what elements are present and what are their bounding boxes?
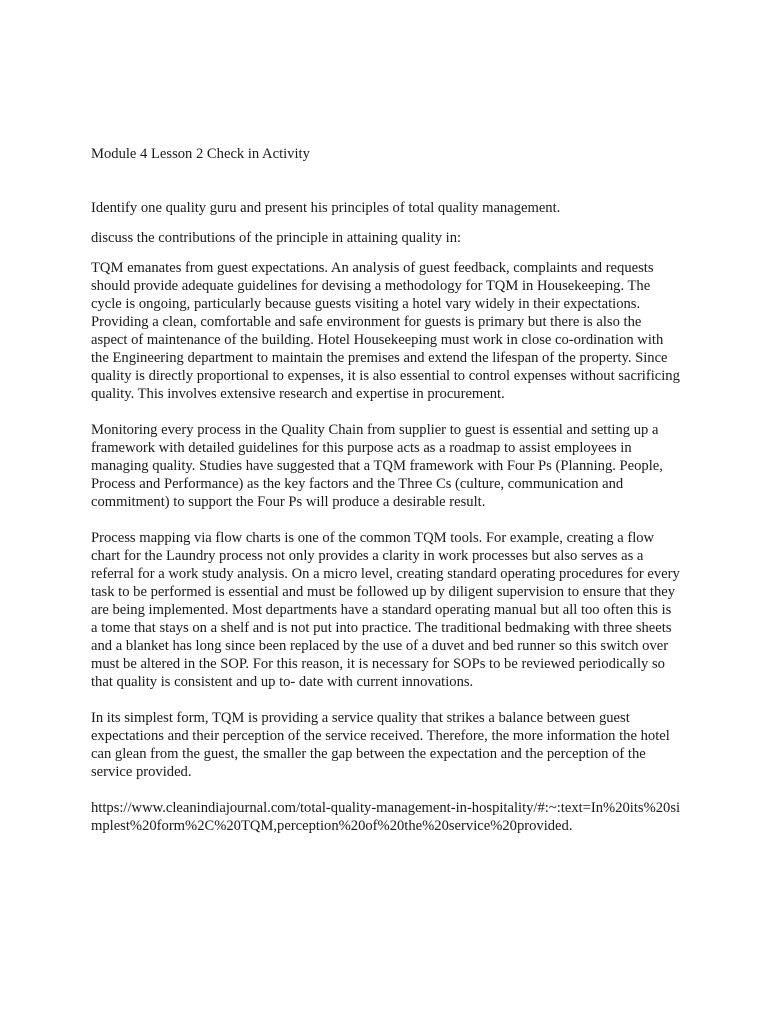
instruction-identify-guru: Identify one quality guru and present his principles of total quality management. <box>91 200 561 216</box>
source-url-text: https://www.cleanindiajournal.com/total-quality-management-in-hospitality/#:~:text=In%20its%20simplest%20form%2C%20TQM,perception%20of%20the%20service%20provided. <box>91 800 681 834</box>
paragraph-guest-expectations: TQM emanates from guest expectations. An analysis of guest feedback, complaints and requests should provide adequate guidelines for devising a methodology for TQM in Housekeeping. The cycle is ongoing, particularly because guests visiting a hotel vary widely in their expectations. Providing a clean, comfortable and safe environment for guests is primary but there is also the aspect of maintenance of the building. Hotel Housekeeping must work in close co-ordination with the Engineering department to maintain the premises and extend the lifespan of the property. Since quality is directly proportional to expenses, it is also essential to control expenses without sacrificing quality. This involves extensive research and expertise in procurement. <box>91 260 680 402</box>
paragraph-quality-chain: Monitoring every process in the Quality Chain from supplier to guest is essential and setting up a framework with detailed guidelines for this purpose acts as a roadmap to assist employees in managing quality. Studies have suggested that a TQM framework with Four Ps (Planning. People, Process and Performance) as the key factors and the Three Cs (culture, communication and commitment) to support the Four Ps will produce a desirable result. <box>91 422 663 510</box>
document-title: Module 4 Lesson 2 Check in Activity <box>91 146 310 162</box>
paragraph-process-mapping: Process mapping via flow charts is one of the common TQM tools. For example, creating a flow chart for the Laundry process not only provides a clarity in work processes but also serves as a referral for a work study analysis. On a micro level, creating standard operating procedures for every task to be performed is essential and must be followed up by diligent supervision to ensure that they are being implemented. Most departments have a standard operating manual but all too often this is a tome that stays on a shelf and is not put into practice. The traditional bedmaking with three sheets and a blanket has long since been replaced by the use of a duvet and bed runner so this switch over must be altered in the SOP. For this reason, it is necessary for SOPs to be reviewed periodically so that quality is consistent and up to- date with current innovations. <box>91 530 680 690</box>
instruction-discuss-contributions: discuss the contributions of the principle in attaining quality in: <box>91 230 462 246</box>
paragraph-simplest-form: In its simplest form, TQM is providing a service quality that strikes a balance between guest expectations and their perception of the service received. Therefore, the more information the hotel can glean from the guest, the smaller the gap between the expectation and the perception of the service provided. <box>91 710 670 780</box>
document-body <box>91 145 681 835</box>
